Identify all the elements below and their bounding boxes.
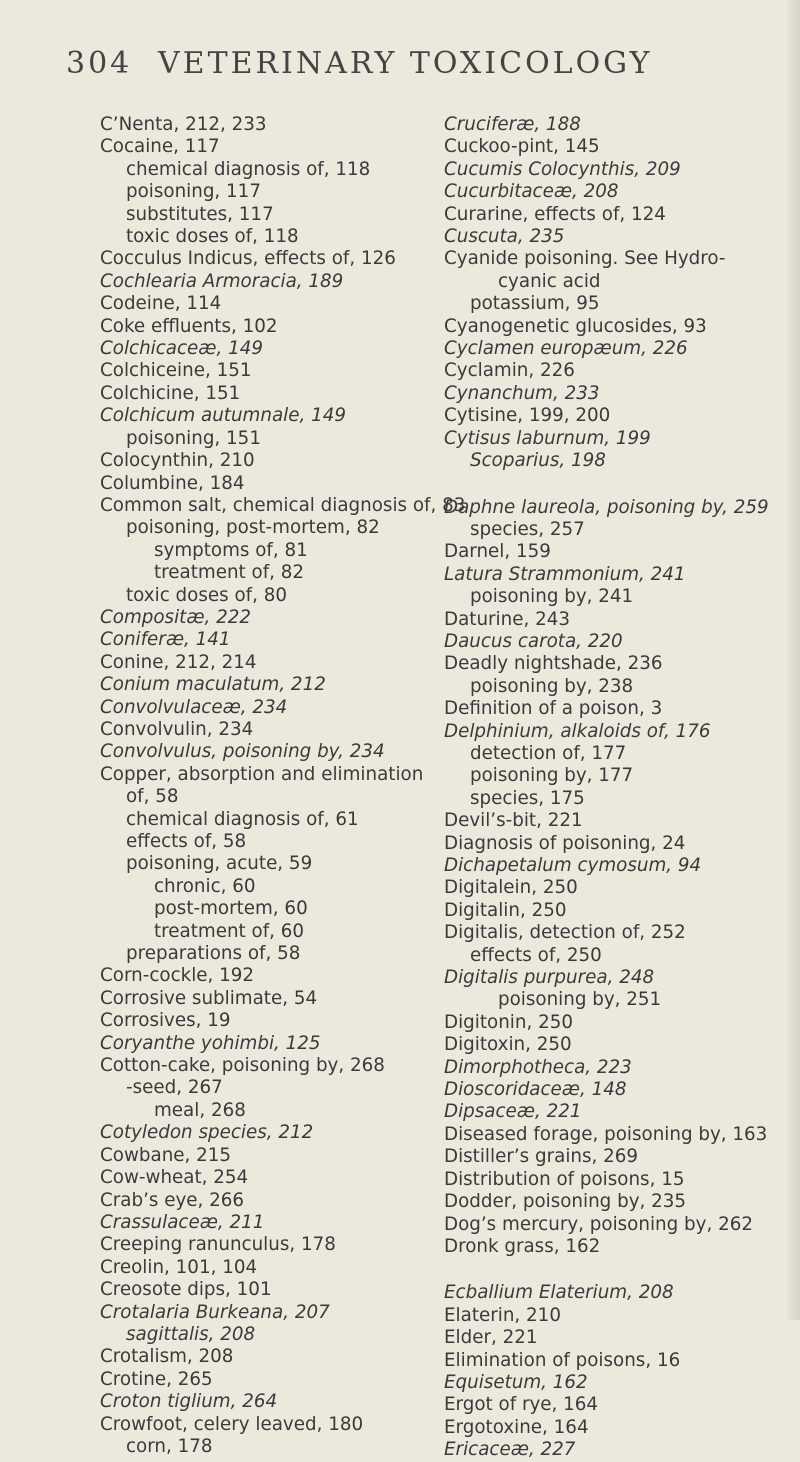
index-entry: poisoning, acute, 59 (126, 853, 313, 875)
index-entry: Devil’s-bit, 221 (444, 810, 583, 832)
index-entry: chronic, 60 (154, 875, 256, 897)
index-entry: Ergot of rye, 164 (444, 1394, 599, 1416)
index-entry: Colchiceine, 151 (100, 360, 252, 382)
index-entry: Colocynthin, 210 (100, 450, 255, 472)
index-entry: Common salt, chemical diagnosis of, 83 (100, 494, 466, 516)
index-entry: poisoning by, 241 (470, 586, 634, 608)
index-entry: Cucumis Colocynthis, 209 (444, 158, 681, 180)
index-entry: Cynanchum, 233 (444, 382, 600, 404)
index-entry: Delphinium, alkaloids of, 176 (444, 720, 711, 742)
index-entry: Corrosive sublimate, 54 (100, 987, 318, 1009)
index-entry: Crassulaceæ, 211 (100, 1211, 265, 1233)
index-entry: Scoparius, 198 (470, 450, 606, 472)
index-entry: Dodder, poisoning by, 235 (444, 1191, 687, 1213)
index-entry: poisoning, post-mortem, 82 (126, 517, 380, 539)
index-entry: Dronk grass, 162 (444, 1235, 601, 1257)
index-entry: Digitonin, 250 (444, 1011, 573, 1033)
index-entry: chemical diagnosis of, 118 (126, 158, 371, 180)
index-entry: sagittalis, 208 (126, 1323, 256, 1345)
index-entry: of, 58 (126, 786, 179, 808)
index-entry: Digitalein, 250 (444, 877, 578, 899)
index-entry: Cowbane, 215 (100, 1144, 232, 1166)
index-entry: Crotine, 265 (100, 1368, 213, 1390)
index-entry: Codeine, 114 (100, 293, 222, 315)
index-entry: Cocculus Indicus, effects of, 126 (100, 248, 396, 270)
index-entry: Cytisus laburnum, 199 (444, 427, 651, 449)
index-entry: effects of, 250 (470, 944, 602, 966)
index-entry: Corn-cockle, 192 (100, 965, 255, 987)
index-entry: Cotton-cake, poisoning by, 268 (100, 1055, 385, 1077)
index-entry: toxic doses of, 118 (126, 226, 299, 248)
index-entry: post-mortem, 60 (154, 898, 308, 920)
index-entry: Darnel, 159 (444, 541, 551, 563)
index-entry: Crotalaria Burkeana, 207 (100, 1301, 330, 1323)
index-entry: Cuscuta, 235 (444, 226, 565, 248)
index-entry: Daphne laureola, poisoning by, 259 (444, 496, 769, 518)
index-entry: poisoning by, 177 (470, 765, 634, 787)
index-entry: Dichapetalum cymosum, 94 (444, 855, 702, 876)
index-entry: Distribution of poisons, 15 (444, 1168, 685, 1190)
running-title: VETERINARY TOXICOLOGY (158, 46, 653, 81)
index-entry: Elder, 221 (444, 1327, 538, 1349)
index-entry: Deadly nightshade, 236 (444, 653, 663, 675)
index-entry: Cyclamen europæum, 226 (444, 338, 688, 360)
index-entry: Dog’s mercury, poisoning by, 262 (444, 1213, 753, 1235)
index-entry: Diseased forage, poisoning by, 163 (444, 1123, 768, 1145)
index-entry: Creosote dips, 101 (100, 1279, 272, 1301)
index-entry: Digitoxin, 250 (444, 1034, 572, 1056)
index-column-left (100, 114, 466, 1458)
index-entry: Distiller’s grains, 269 (444, 1146, 639, 1168)
index-entry: Croton tiglium, 264 (100, 1391, 278, 1413)
index-entry: Ergotoxine, 164 (444, 1416, 589, 1438)
index-entry: species, 175 (470, 787, 585, 809)
index-entry: Cytisine, 199, 200 (444, 405, 611, 427)
index-entry: Colchicum autumnale, 149 (100, 405, 346, 427)
index-entry: Cruciferæ, 188 (444, 114, 581, 135)
index-entry: potassium, 95 (470, 293, 600, 315)
index-entry: Equisetum, 162 (444, 1371, 588, 1393)
index-entry: C’Nenta, 212, 233 (100, 114, 267, 135)
index-entry: Cyclamin, 226 (444, 360, 575, 382)
index-entry: Creeping ranunculus, 178 (100, 1234, 336, 1256)
index-entry: meal, 268 (154, 1099, 246, 1121)
index-entry: Cochlearia Armoracia, 189 (100, 270, 344, 292)
index-entry: treatment of, 60 (154, 920, 305, 942)
index-entry: Colchicine, 151 (100, 382, 241, 404)
index-entry: Ecballium Elaterium, 208 (444, 1282, 674, 1304)
index-entry: Creolin, 101, 104 (100, 1256, 258, 1278)
index-entry: Conine, 212, 214 (100, 651, 257, 673)
index-entry: chemical diagnosis of, 61 (126, 808, 359, 830)
index-entry: Conium maculatum, 212 (100, 674, 326, 696)
index-entry: Cucurbitaceæ, 208 (444, 181, 619, 203)
index-entry: Diagnosis of poisoning, 24 (444, 832, 686, 854)
index-entry: Cow-wheat, 254 (100, 1167, 249, 1189)
index-entry: Convolvulin, 234 (100, 718, 254, 740)
index-entry: Dioscoridaceæ, 148 (444, 1079, 627, 1101)
index-entry: substitutes, 117 (126, 203, 274, 225)
index-entry: Daucus carota, 220 (444, 630, 623, 652)
index-entry: poisoning, 117 (126, 181, 261, 203)
index-entry: detection of, 177 (470, 742, 627, 764)
index-entry: Elaterin, 210 (444, 1304, 561, 1326)
index-entry: Coryanthe yohimbi, 125 (100, 1032, 321, 1054)
index-entry: Crowfoot, celery leaved, 180 (100, 1413, 364, 1435)
index-entry: corn, 178 (126, 1435, 213, 1457)
index-entry: symptoms of, 81 (154, 539, 308, 561)
page-header (66, 46, 686, 86)
index-entry: Latura Strammonium, 241 (444, 563, 686, 585)
index-entry: Digitalis, detection of, 252 (444, 922, 686, 944)
index-entry: Coniferæ, 141 (100, 629, 231, 651)
index-entry: Dimorphotheca, 223 (444, 1056, 632, 1078)
index-entry: preparations of, 58 (126, 943, 301, 965)
index-entry: Curarine, effects of, 124 (444, 203, 666, 225)
index-entry: Columbine, 184 (100, 472, 245, 494)
index-entry: Ericaceæ, 227 (444, 1439, 576, 1461)
index-entry: Coke effluents, 102 (100, 315, 278, 337)
index-entry: poisoning by, 251 (498, 989, 662, 1011)
index-entry: -seed, 267 (126, 1077, 223, 1099)
index-entry: Cocaine, 117 (100, 136, 220, 158)
index-entry: Compositæ, 222 (100, 606, 252, 628)
page-number: 304 (66, 46, 133, 81)
index-entry: poisoning by, 238 (470, 675, 634, 697)
index-entry: Dipsaceæ, 221 (444, 1101, 582, 1123)
index-entry: Convolvulaceæ, 234 (100, 696, 288, 718)
index-entry: Definition of a poison, 3 (444, 698, 663, 720)
index-entry: Copper, absorption and elimination (100, 763, 424, 785)
index-entry: Convolvulus, poisoning by, 234 (100, 741, 385, 763)
index-entry: Cyanide poisoning. See Hydro- (444, 248, 726, 270)
index-entry: treatment of, 82 (154, 562, 305, 584)
index-entry: Crab’s eye, 266 (100, 1189, 245, 1211)
index-entry: Digitalis purpurea, 248 (444, 967, 655, 989)
index-entry: Cuckoo-pint, 145 (444, 136, 600, 158)
index-entry: toxic doses of, 80 (126, 584, 287, 606)
index-entry: Elimination of poisons, 16 (444, 1349, 681, 1371)
index-entry: Daturine, 243 (444, 608, 570, 630)
index-entry: effects of, 58 (126, 831, 247, 852)
index-entry: Crotalism, 208 (100, 1346, 234, 1368)
index-entry: Digitalin, 250 (444, 899, 567, 921)
index-entry: poisoning, 151 (126, 427, 261, 449)
index-entry: Cyanogenetic glucosides, 93 (444, 315, 707, 337)
index-entry: cyanic acid (498, 270, 601, 292)
index-entry: Colchicaceæ, 149 (100, 338, 264, 360)
index-entry: species, 257 (470, 518, 585, 540)
index-entry: Corrosives, 19 (100, 1010, 231, 1032)
index-column-right (444, 114, 790, 1462)
index-entry: Cotyledon species, 212 (100, 1122, 314, 1144)
